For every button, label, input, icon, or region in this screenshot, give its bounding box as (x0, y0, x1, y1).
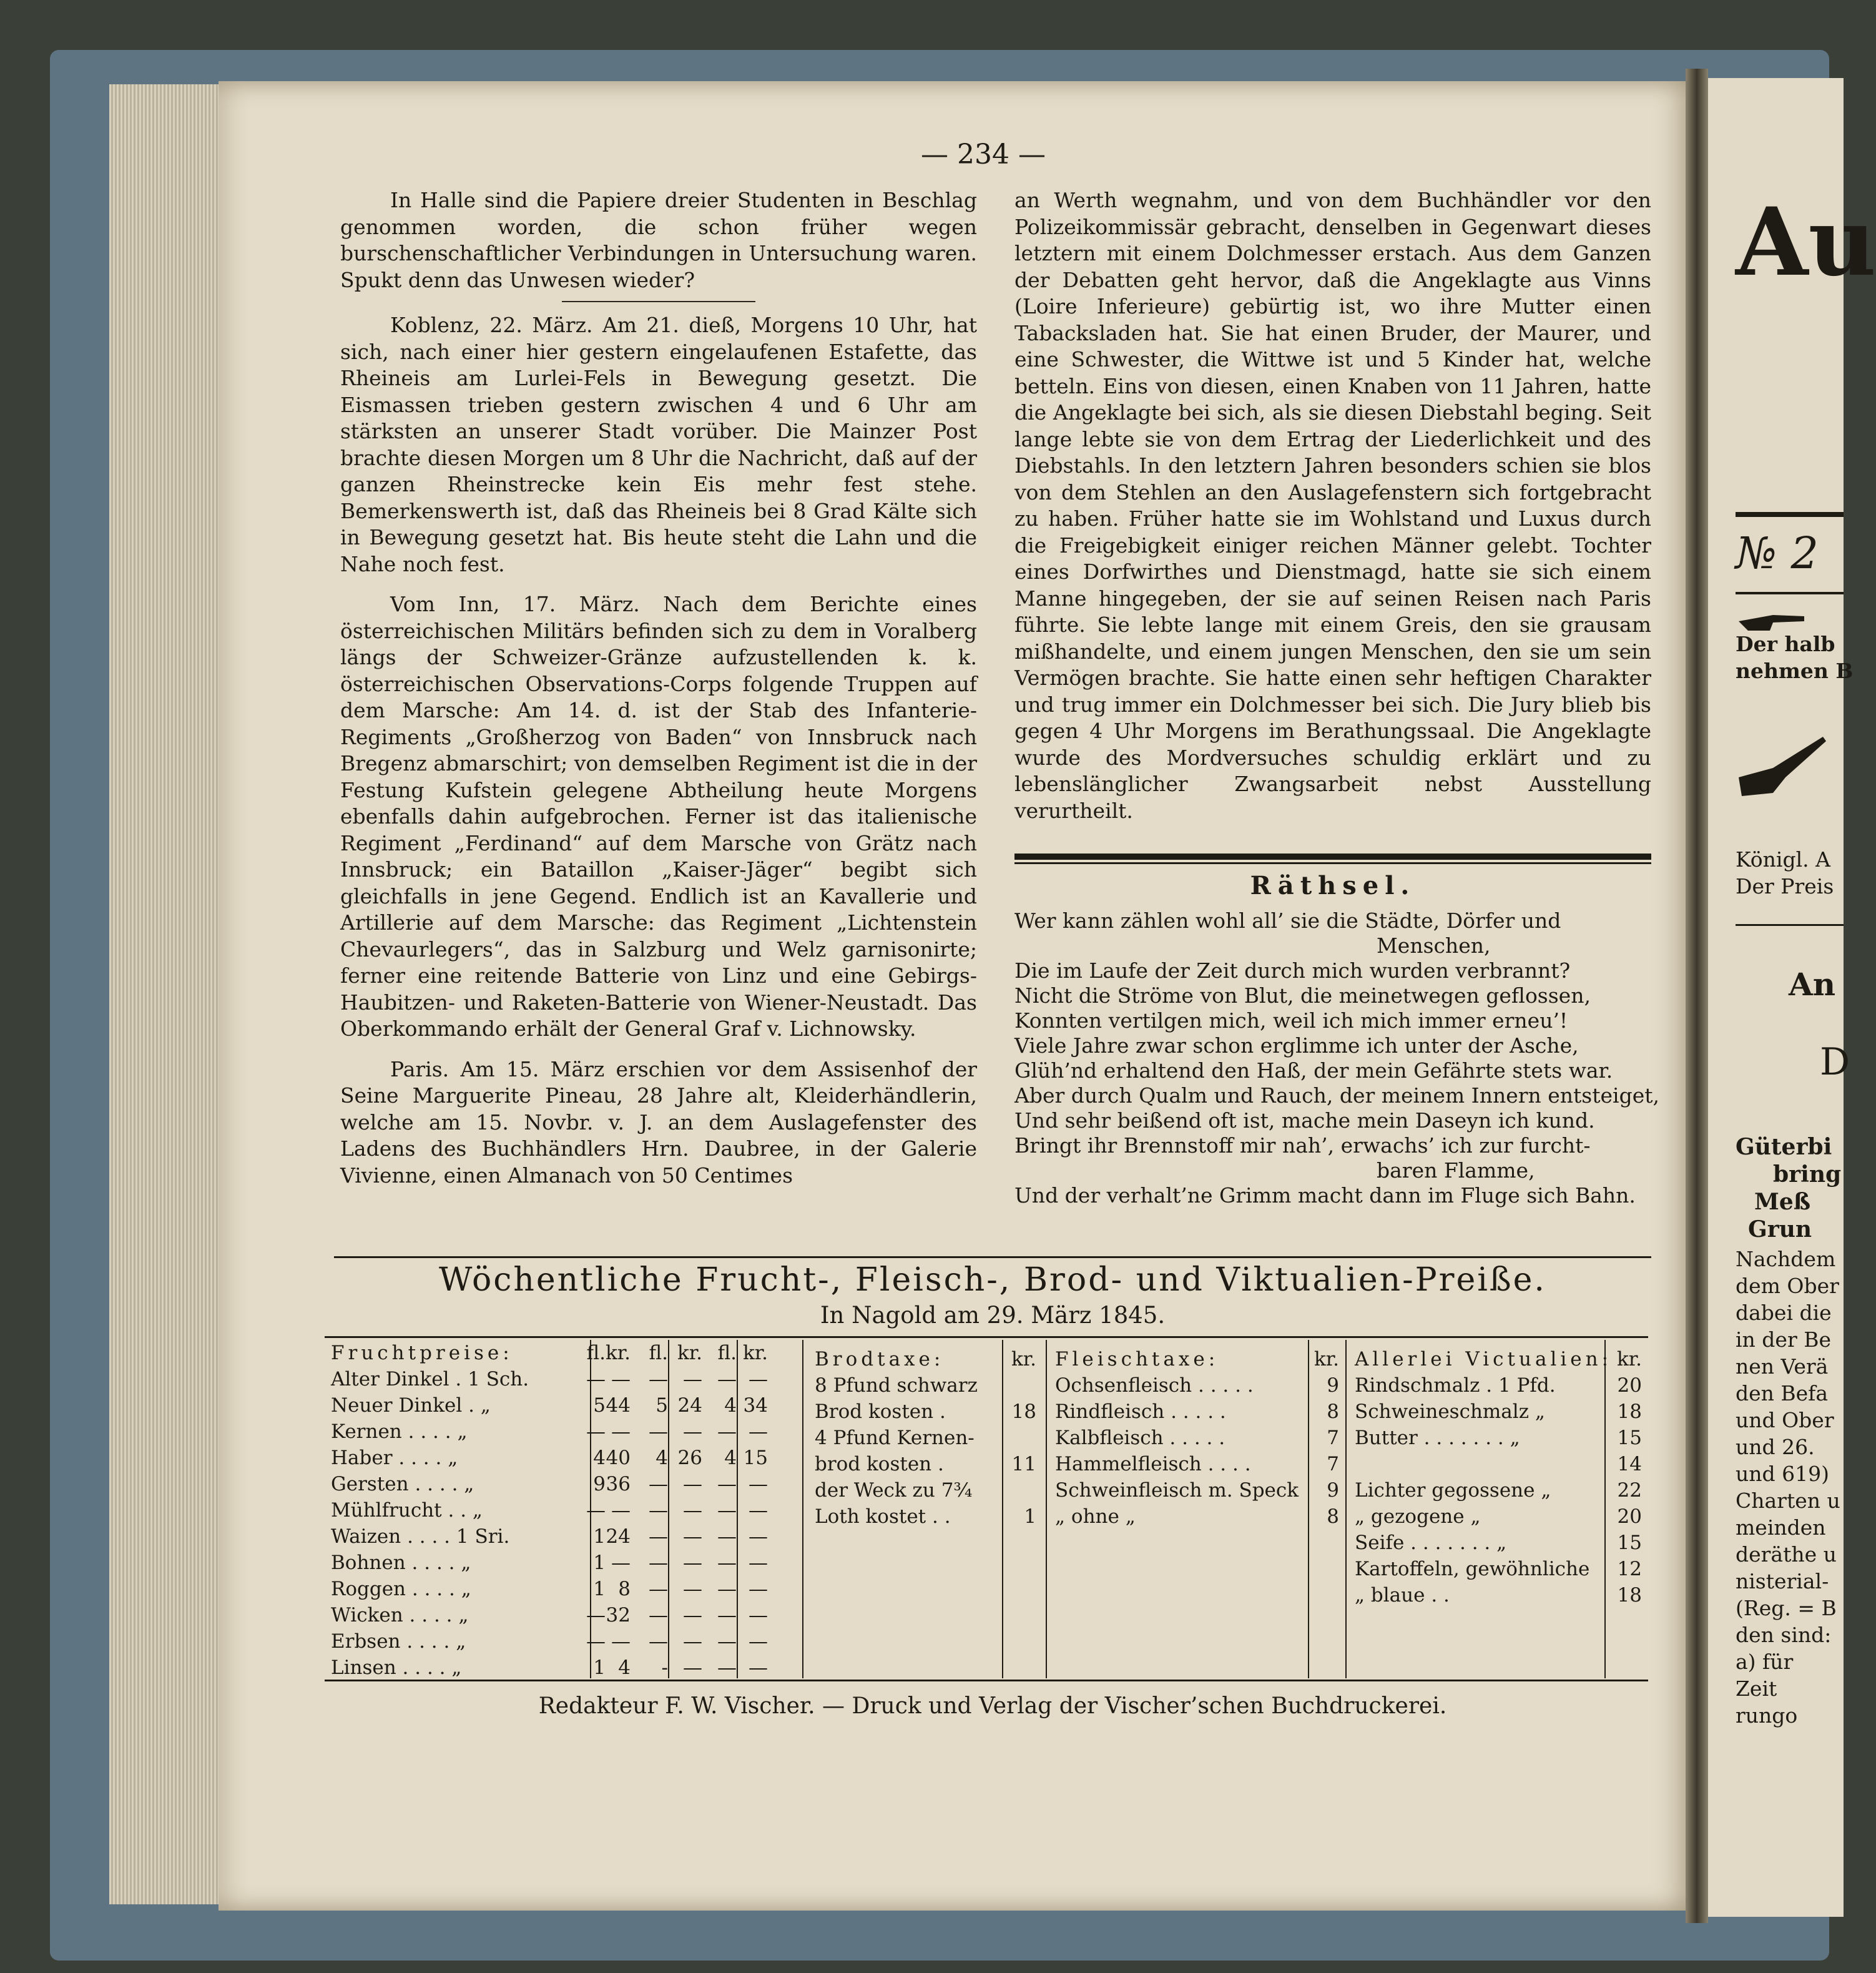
fleisch-item: Ochsenfleisch . . . . . (1055, 1374, 1254, 1397)
fruit-name: Gersten . . . . „ (331, 1473, 474, 1495)
riddle-title: Räthsel. (1250, 871, 1416, 900)
vikt-row (1348, 1372, 1648, 1399)
fleisch-item: „ ohne „ (1055, 1505, 1136, 1528)
fruit-price: 5 (593, 1394, 606, 1417)
brod-price: 18 (1011, 1400, 1036, 1423)
riddle-line: Nicht die Ströme von Blut, die meinetwegen geflossen, (1014, 983, 1591, 1008)
vikt-row (1348, 1582, 1648, 1608)
page-number: — 234 — (921, 139, 1046, 170)
fleisch-item: Kalbfleisch . . . . . (1055, 1427, 1225, 1449)
next-page-line: dem Ober (1736, 1274, 1839, 1298)
vikt-price: 15 (1617, 1427, 1642, 1449)
fleisch-row (1049, 1399, 1345, 1425)
next-page-line: deräthe u (1736, 1542, 1837, 1567)
fruit-name: Roggen . . . . „ (331, 1578, 471, 1600)
fruit-name: Haber . . . . „ (331, 1447, 458, 1469)
vikt-row (1348, 1477, 1648, 1503)
fleisch-unit: kr. (1314, 1348, 1339, 1370)
brod-item: Loth kostet . . (815, 1505, 951, 1528)
fruit-price: — (749, 1630, 768, 1653)
table-divider (1345, 1340, 1347, 1678)
fruit-price: 4 (618, 1656, 631, 1679)
fruit-price: 5 (656, 1394, 668, 1417)
fruit-price: — (717, 1656, 737, 1679)
next-page-lines-b: Königl. A Der Preis (1736, 847, 1834, 898)
fruit-header: Fruchtpreise: (331, 1342, 513, 1364)
section-rule-thin (1014, 862, 1651, 864)
fleisch-row (1049, 1451, 1345, 1477)
fleisch-row (1049, 1425, 1345, 1451)
fruit-price: — (717, 1499, 737, 1522)
fruit-price: — (611, 1499, 631, 1522)
vikt-price: 18 (1617, 1400, 1642, 1423)
fruit-price: — (649, 1420, 668, 1443)
fleisch-price: 8 (1327, 1505, 1339, 1528)
fruit-price: — (683, 1552, 702, 1574)
next-page-line: nisterial- (1736, 1569, 1829, 1593)
vikt-row (1348, 1425, 1648, 1451)
fruit-price: 32 (606, 1604, 631, 1626)
vikt-row (1348, 1399, 1648, 1425)
vikt-price: 20 (1617, 1374, 1642, 1397)
book-gutter (1686, 69, 1708, 1923)
vikt-header: Allerlei Victualien: (1355, 1348, 1613, 1370)
fleisch-price: 9 (1327, 1374, 1339, 1397)
next-page-line: und 619) (1736, 1462, 1829, 1486)
fruit-price: — (586, 1604, 606, 1626)
table-divider (802, 1340, 803, 1678)
fleisch-row (1049, 1372, 1345, 1399)
fruit-price: 34 (743, 1394, 768, 1417)
fruit-price: — (611, 1420, 631, 1443)
fruit-price: 44 (606, 1394, 631, 1417)
fruit-price: — (717, 1420, 737, 1443)
fruit-price: 4 (724, 1394, 737, 1417)
fruit-price: 1 (593, 1525, 606, 1548)
unit-header: fl. (586, 1342, 606, 1364)
fruit-price: 15 (743, 1447, 768, 1469)
vikt-item: Kartoffeln, gewöhnliche (1355, 1558, 1590, 1580)
fruit-price: 8 (618, 1578, 631, 1600)
fruit-price: — (717, 1578, 737, 1600)
fruit-price: 26 (677, 1447, 702, 1469)
page-edges (109, 84, 222, 1904)
fruit-price: 36 (606, 1473, 631, 1495)
section-rule (1014, 854, 1651, 860)
fruit-name: Mühlfrucht . . „ (331, 1499, 483, 1522)
unit-header: fl. (717, 1342, 737, 1364)
writing-hand-icon (1736, 734, 1829, 802)
vikt-unit: kr. (1616, 1348, 1642, 1370)
fruit-price: — (649, 1552, 668, 1574)
fruit-price: — (717, 1368, 737, 1390)
table-bottom-rule (325, 1680, 1648, 1681)
vikt-price: 14 (1617, 1453, 1642, 1475)
fleisch-row (1049, 1477, 1345, 1503)
next-page-lines-a: Der halb nehmen B (1736, 632, 1854, 683)
riddle-line: Konnten vertilgen mich, weil ich mich immer erneu’! (1014, 1008, 1568, 1033)
next-page-line: den sind: (1736, 1623, 1832, 1647)
unit-header: fl. (649, 1342, 668, 1364)
article-halle: In Halle sind die Papiere dreier Studenten in Beschlag genommen worden, die schon früher wegen burschenschaftlicher Verbindungen in Untersuchung waren. Spukt denn das Unwesen wieder? (340, 188, 977, 292)
table-top-rule (334, 1256, 1651, 1258)
riddle-line: Aber durch Qualm und Rauch, der meinem Innern entsteiget, (1014, 1083, 1659, 1108)
prices-subtitle: In Nagold am 29. März 1845. (820, 1302, 1166, 1329)
brod-row (808, 1477, 1046, 1503)
vikt-header-row (1348, 1346, 1648, 1372)
fruit-price: — (649, 1525, 668, 1548)
fruit-price: 1 (593, 1656, 606, 1679)
separator (562, 301, 755, 302)
fruit-price: — (586, 1420, 606, 1443)
vikt-item: Seife . . . . . . . „ (1355, 1532, 1507, 1554)
riddle-line: Und der verhalt’ne Grimm macht dann im Fluge sich Bahn. (1014, 1183, 1636, 1208)
fruit-row (328, 1655, 802, 1681)
fruit-price: — (717, 1473, 737, 1495)
vikt-item: Schweineschmalz „ (1355, 1400, 1545, 1423)
next-page-line: dabei die (1736, 1301, 1832, 1325)
fruit-price: - (661, 1656, 668, 1679)
riddle-line: Viele Jahre zwar schon erglimme ich unter der Asche, (1014, 1033, 1579, 1058)
brod-row (808, 1503, 1046, 1530)
fruit-price: — (649, 1604, 668, 1626)
fruit-price: — (717, 1552, 737, 1574)
fruit-name: Bohnen . . . . „ (331, 1552, 471, 1574)
fruit-name: Linsen . . . . „ (331, 1656, 462, 1679)
fruit-price: — (683, 1368, 702, 1390)
vikt-row (1348, 1556, 1648, 1582)
fruit-price: — (683, 1499, 702, 1522)
riddle-line: Menschen, (1377, 933, 1491, 958)
fruit-price: 24 (677, 1394, 702, 1417)
unit-header: kr. (742, 1342, 768, 1364)
fruit-price: — (749, 1420, 768, 1443)
prices-title: Wöchentliche Frucht-, Fleisch-, Brod- und Viktualien-Preiße. (439, 1261, 1546, 1299)
fruit-row (328, 1392, 802, 1419)
vikt-item: Rindschmalz . 1 Pfd. (1355, 1374, 1556, 1397)
fruit-row (328, 1497, 802, 1523)
next-page-text (1736, 1246, 1840, 1729)
vikt-price: 15 (1617, 1532, 1642, 1554)
table-rule (325, 1336, 1648, 1338)
brod-item: Brod kosten . (815, 1400, 946, 1423)
fruit-price: — (586, 1368, 606, 1390)
fruit-price: — (717, 1525, 737, 1548)
fruit-row (328, 1523, 802, 1550)
fleisch-price: 9 (1327, 1479, 1339, 1502)
riddle-line: Und sehr beißend oft ist, mache mein Daseyn ich kund. (1014, 1108, 1595, 1133)
next-page-initial: D (1820, 1040, 1850, 1084)
vikt-item: Butter . . . . . . . „ (1355, 1427, 1520, 1449)
brod-price: 11 (1011, 1453, 1036, 1475)
riddle-line: baren Flamme, (1377, 1158, 1535, 1183)
fruit-row (328, 1550, 802, 1576)
article-paris-continued: an Werth wegnahm, und von dem Buchhändler vor den Polizeikommissär gebracht, denselben in Gegenwart dieses letztern mit einem Dolchmesser erstach. Aus dem Ganzen der Debatten geht hervor, daß die Angeklagte aus Vinns (Loire Inferieure) gebürtig ist, wo ihre Mutter einen Tabacksladen hat. Sie hat einen Bruder, der Maurer, und eine Schwester, die Wittwe ist und 5 Kinder hat, welche betteln. Eins von diesen, einen Knaben von 11 Jahren, hatte die Angeklagte bei sich, als sie diesen Diebstahl beging. Seit lange lebte sie von dem Ertrag der Liederlichkeit und des Diebstahls. In den letztern Jahren besonders schien sie blos von dem Stehlen an den Auslagefenstern sich fortgebracht zu haben. Früher hatte sie im Wohlstand und Luxus durch die Freigebigkeit einiger reichen Männer gelebt. Tochter eines Dorfwirthes und Dienstmagd, hatte sie sich einem Manne hingegeben, der sie auf seinen Reisen nach Paris führte. Sie lebte lange mit einem Greis, den sie grausam mißhandelte, und einem jungen Menschen, den sie um sein Vermögen brachte. Sie hatte einen sehr heftigen Charakter und trug immer ein Dolchmesser bei sich. Die Jury blieb bis gegen 4 Uhr Morgens im Berathungssaal. Die Angeklagte wurde des Mordversuches schuldig erklärt und zu lebenslänglicher Zwangsarbeit nebst Ausstellung verurtheilt. (1014, 188, 1651, 823)
fruit-price: — (749, 1604, 768, 1626)
next-page-line: den Befa (1736, 1381, 1829, 1405)
vikt-item: „ blaue . . (1355, 1584, 1450, 1606)
right-column (1014, 187, 1651, 824)
fruit-price: — (749, 1499, 768, 1522)
brod-header: Brodtaxe: (815, 1348, 945, 1370)
brod-header-row (808, 1346, 1046, 1372)
fleisch-price: 7 (1327, 1427, 1339, 1449)
fruit-name: Waizen . . . . 1 Sri. (331, 1525, 510, 1548)
fruit-price: 9 (593, 1473, 606, 1495)
fruit-price: 40 (606, 1447, 631, 1469)
vikt-price: 12 (1617, 1558, 1642, 1580)
vikt-row (1348, 1503, 1648, 1530)
fruit-row (328, 1471, 802, 1497)
fleisch-price: 7 (1327, 1453, 1339, 1475)
fruit-price: — (649, 1630, 668, 1653)
unit-header: kr. (677, 1342, 702, 1364)
fleisch-item: Hammelfleisch . . . . (1055, 1453, 1251, 1475)
fleisch-item: Schweinfleisch m. Speck (1055, 1479, 1299, 1502)
fruit-price: — (683, 1656, 702, 1679)
fruit-price: — (717, 1604, 737, 1626)
next-page-heading: An (1789, 966, 1836, 1003)
article-paris: Paris. Am 15. März erschien vor dem Assisenhof der Seine Marguerite Pineau, 28 Jahre alt, Kleiderhändlerin, welche am 15. Novbr. v. J. an dem Auslagefenster des Ladens des Buchhändlers Hrn. Daubree, in der Galerie Vivienne, einen Almanach von 50 Centimes (340, 1056, 977, 1188)
fruit-price: — (749, 1473, 768, 1495)
masthead-rule (1736, 512, 1844, 517)
fruit-price: — (683, 1525, 702, 1548)
riddle-poem (1014, 908, 1659, 1208)
fruit-name: Neuer Dinkel . „ (331, 1394, 491, 1417)
fruit-price: 1 (593, 1552, 606, 1574)
next-page-line: Charten u (1736, 1488, 1840, 1513)
fruit-price: — (611, 1368, 631, 1390)
fleisch-price: 8 (1327, 1400, 1339, 1423)
brod-item: 8 Pfund schwarz (815, 1374, 978, 1397)
fruit-price: 4 (656, 1447, 668, 1469)
fruit-price: — (683, 1604, 702, 1626)
brod-item: der Weck zu 7¾ (815, 1479, 973, 1502)
fruit-row (328, 1419, 802, 1445)
next-page-bold: Güterbi bring Meß Grun (1736, 1134, 1842, 1242)
fleisch-row (1049, 1503, 1345, 1530)
fruit-price: — (683, 1630, 702, 1653)
fruit-price: — (683, 1473, 702, 1495)
next-page-masthead: Au (1736, 187, 1876, 297)
vikt-item: „ gezogene „ (1355, 1505, 1481, 1528)
riddle-line: Glüh’nd erhaltend den Haß, der mein Gefährte stets war. (1014, 1058, 1613, 1083)
vikt-row (1348, 1530, 1648, 1556)
fruit-price: — (649, 1499, 668, 1522)
table-divider (1046, 1340, 1047, 1678)
fruit-price: — (586, 1499, 606, 1522)
issue-number: № 2 (1736, 528, 1819, 579)
riddle-line: Wer kann zählen wohl all’ sie die Städte, Dörfer und (1014, 908, 1561, 933)
next-page-line: nen Verä (1736, 1354, 1829, 1379)
issue-rule (1736, 592, 1844, 594)
fruit-price: — (683, 1578, 702, 1600)
riddle-line: Die im Laufe der Zeit durch mich wurden verbrannt? (1014, 958, 1571, 983)
next-page-line: in der Be (1736, 1327, 1831, 1352)
fruit-row (328, 1602, 802, 1628)
fruit-price: — (749, 1552, 768, 1574)
fruit-price: 1 (593, 1578, 606, 1600)
fruit-price: — (717, 1630, 737, 1653)
brod-item: brod kosten . (815, 1453, 944, 1475)
next-page-line: a) für (1736, 1650, 1794, 1674)
imprint: Redakteur F. W. Vischer. — Druck und Verlag der Vischer’schen Buchdruckerei. (538, 1693, 1447, 1719)
fruit-price: — (586, 1630, 606, 1653)
unit-header: kr. (605, 1342, 631, 1364)
fruit-price: 4 (593, 1447, 606, 1469)
fruit-price: — (749, 1525, 768, 1548)
bread-tax-table (808, 1340, 1046, 1530)
fruit-price: — (749, 1656, 768, 1679)
fruit-row (328, 1628, 802, 1655)
fruit-name: Wicken . . . . „ (331, 1604, 469, 1626)
next-page-line: und Ober (1736, 1408, 1834, 1432)
fleisch-header-row (1049, 1346, 1345, 1372)
next-page-line: Nachdem (1736, 1247, 1836, 1271)
vikt-price: 22 (1617, 1479, 1642, 1502)
fleisch-header: Fleischtaxe: (1055, 1348, 1219, 1370)
next-page-line: Zeit (1736, 1676, 1777, 1701)
brod-row (808, 1425, 1046, 1451)
vikt-price: 20 (1617, 1505, 1642, 1528)
fleisch-item: Rindfleisch . . . . . (1055, 1400, 1226, 1423)
fruit-row (328, 1445, 802, 1471)
fruit-row (328, 1366, 802, 1392)
brod-row (808, 1451, 1046, 1477)
victuals-table (1348, 1340, 1648, 1608)
fruit-price: — (649, 1368, 668, 1390)
next-page-line: rungo (1736, 1703, 1798, 1728)
brod-row (808, 1399, 1046, 1425)
next-page-line: (Reg. = B (1736, 1596, 1837, 1620)
fruit-name: Erbsen . . . . „ (331, 1630, 466, 1653)
fruit-price: — (749, 1368, 768, 1390)
vikt-row (1348, 1451, 1648, 1477)
next-page-line: meinden (1736, 1515, 1826, 1540)
vikt-price: 18 (1617, 1584, 1642, 1606)
fruit-row (328, 1576, 802, 1602)
fruit-header-row (328, 1340, 802, 1366)
brod-unit: kr. (1011, 1348, 1036, 1370)
rule (1736, 924, 1844, 926)
article-inn: Vom Inn, 17. März. Nach dem Berichte eines österreichischen Militärs befinden sich zu dem in Voralberg längs der Schweizer-Gränze aufzustellenden k. k. österreichischen Observations-Corps folgende Truppen auf dem Marsche: Am 14. d. ist der Stab des Infanterie-Regiments „Großherzog von Baden“ von Innsbruck nach Bregenz abmarschirt; von demselben Regiment ist die in der Festung Kufstein gelegene Abtheilung heute Morgens ebenfalls dahin aufgebrochen. Ferner ist das italienische Regiment „Ferdinand“ auf dem Marsche von Grätz nach Innsbruck; ein Bataillon „Kaiser-Jäger“ begibt sich gleichfalls in jene Gegend. Endlich ist an Kavallerie und Artillerie auf dem Marsche: das Regiment „Lichtenstein Chevaurlegers“, das in Salzburg und Welz garnisonirte; ferner eine reitende Batterie von Linz und eine Gebirgs-Haubitzen- und Raketen-Batterie von Wiener-Neustadt. Das Oberkommando erhält der General Graf v. Lichnowsky. (340, 592, 977, 1041)
fruit-price: — (649, 1578, 668, 1600)
vikt-item: Lichter gegossene „ (1355, 1479, 1551, 1502)
next-page-line: und 26. (1736, 1435, 1815, 1459)
fruit-name: Kernen . . . . „ (331, 1420, 468, 1443)
fruit-price: 24 (606, 1525, 631, 1548)
fruit-price: — (649, 1473, 668, 1495)
riddle-line: Bringt ihr Brennstoff mir nah’, erwachs’ ich zur furcht- (1014, 1133, 1591, 1158)
fruit-name: Alter Dinkel . 1 Sch. (331, 1368, 529, 1390)
left-column (340, 187, 977, 1189)
meat-tax-table (1049, 1340, 1345, 1530)
brod-row (808, 1372, 1046, 1399)
fruit-price: — (683, 1420, 702, 1443)
brod-price: 1 (1024, 1505, 1036, 1528)
fruit-price: — (749, 1578, 768, 1600)
fruit-price: — (611, 1552, 631, 1574)
fruit-price: 4 (724, 1447, 737, 1469)
article-koblenz: Koblenz, 22. März. Am 21. dieß, Morgens 10 Uhr, hat sich, nach einer hier gestern eingelaufenen Estafette, das Rheineis am Lurlei-Fels in Bewegung gesetzt. Die Eismassen trieben gestern zwischen 4 und 6 Uhr am stärksten an unserer Stadt vorüber. Die Mainzer Post brachte diesen Morgen um 8 Uhr die Nachricht, daß auf der ganzen Rheinstrecke kein Eis mehr fest stehe. Bemerkenswerth ist, daß das Rheineis bei 8 Grad Kälte sich in Bewegung gesetzt hat. Bis heute steht die Lahn und die Nahe noch fest. (340, 313, 977, 576)
fruit-price-table (328, 1340, 802, 1681)
fruit-price: — (611, 1630, 631, 1653)
brod-item: 4 Pfund Kernen- (815, 1427, 975, 1449)
